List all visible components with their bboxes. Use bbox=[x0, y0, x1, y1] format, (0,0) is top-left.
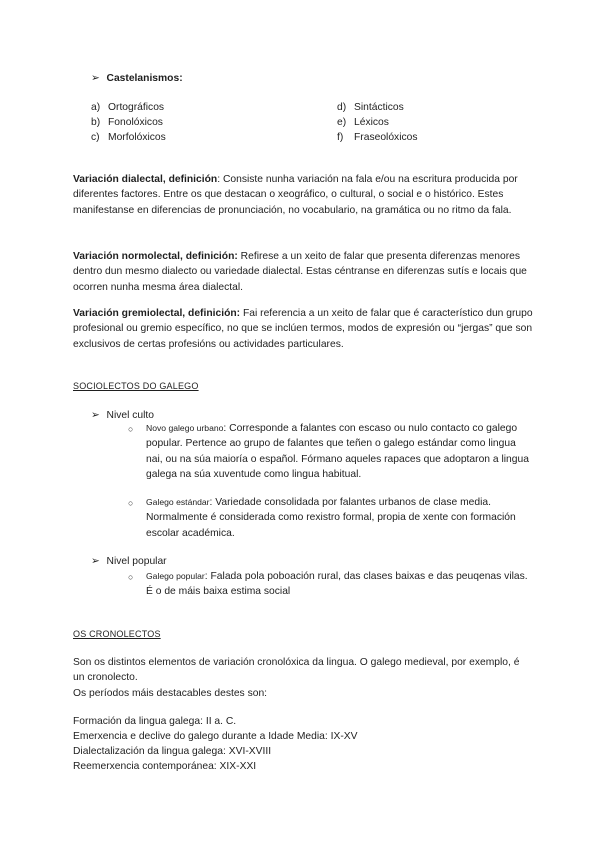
definition-normolectal: Variación normolectal, definición: Refirese a un xeito de falar que presenta diferenzas menores dentro dun mesmo dialecto ou variedade dialectal. Estas céntranse en diferenzas sutís e locais que ocorren nunha mesma área dialectal. bbox=[73, 251, 527, 293]
list-item: d) Sintácticos bbox=[337, 102, 404, 113]
list-item: Galego popular: Falada pola poboación rural, das clases baixas e das peuqenas vilas. É o de máis baixa estima social bbox=[146, 571, 528, 598]
list-item: Galego estándar: Variedade consolidada por falantes urbanos de clase media. Normalmente é considerada como rexistro formal, propia de xente con formación escolar académica. bbox=[146, 497, 516, 539]
circle-bullet-icon: ○ bbox=[128, 572, 134, 582]
cronolectos-intro: Son os distintos elementos de variación cronolóxica da lingua. O galego medieval, por exemplo, é un cronolecto. Os períodos máis destacables destes son: bbox=[73, 657, 520, 699]
castelanismos-heading: ➢ Castelanismos: bbox=[91, 73, 183, 84]
period-row: Dialectalización da lingua galega: XVI-XVIII bbox=[73, 746, 272, 757]
definition-gremiolectal: Variación gremiolectal, definición: Fai referencia a un xeito de falar que é característico dun grupo profesional ou gremio específico, no que se inclúen termos, modos de expresión ou “jergas” que son exclusivos de certas profesións ou actividades particulares. bbox=[73, 308, 533, 350]
cronolectos-title: OS CRONOLECTOS bbox=[73, 629, 161, 639]
sociolectos-title: SOCIOLECTOS DO GALEGO bbox=[73, 381, 199, 391]
arrow-bullet-icon: ➢ bbox=[91, 73, 100, 84]
list-item: a) Ortográficos bbox=[91, 102, 165, 113]
nivel-culto-heading: ➢ Nivel culto bbox=[91, 410, 155, 421]
arrow-bullet-icon: ➢ bbox=[91, 410, 100, 421]
circle-bullet-icon: ○ bbox=[128, 424, 134, 434]
period-row: Formación da lingua galega: II a. C. bbox=[73, 716, 237, 727]
nivel-popular-heading: ➢ Nivel popular bbox=[91, 556, 167, 567]
list-item: c) Morfolóxicos bbox=[91, 132, 166, 143]
definition-dialectal: Variación dialectal, definición: Consiste nunha variación na fala e/ou na escritura producida por diferentes factores. Entre os que destacan o xeográfico, o cultural, o social e o histórico. Estes manifestanse en diferencias de pronunciación, no vocabulario, na gramática ou no ritmo da fala. bbox=[73, 174, 518, 216]
list-item: e) Léxicos bbox=[337, 117, 389, 128]
circle-bullet-icon: ○ bbox=[128, 498, 134, 508]
period-row: Reemerxencia contemporánea: XIX-XXI bbox=[73, 761, 257, 772]
list-item: f) Fraseolóxicos bbox=[337, 132, 418, 143]
list-item: b) Fonolóxicos bbox=[91, 117, 163, 128]
period-row: Emerxencia e declive do galego durante a Idade Media: IX-XV bbox=[73, 731, 358, 742]
arrow-bullet-icon: ➢ bbox=[91, 556, 100, 567]
list-item: Novo galego urbano: Corresponde a falantes con escaso ou nulo contacto co galego popular. Pertence ao grupo de falantes que teñen o galego estándar como lingua nai, ou na súa maioría o español. Fórmano aqueles rapaces que adoptaron a lingua galega na súa xuventude como lingua habitual. bbox=[146, 423, 529, 480]
